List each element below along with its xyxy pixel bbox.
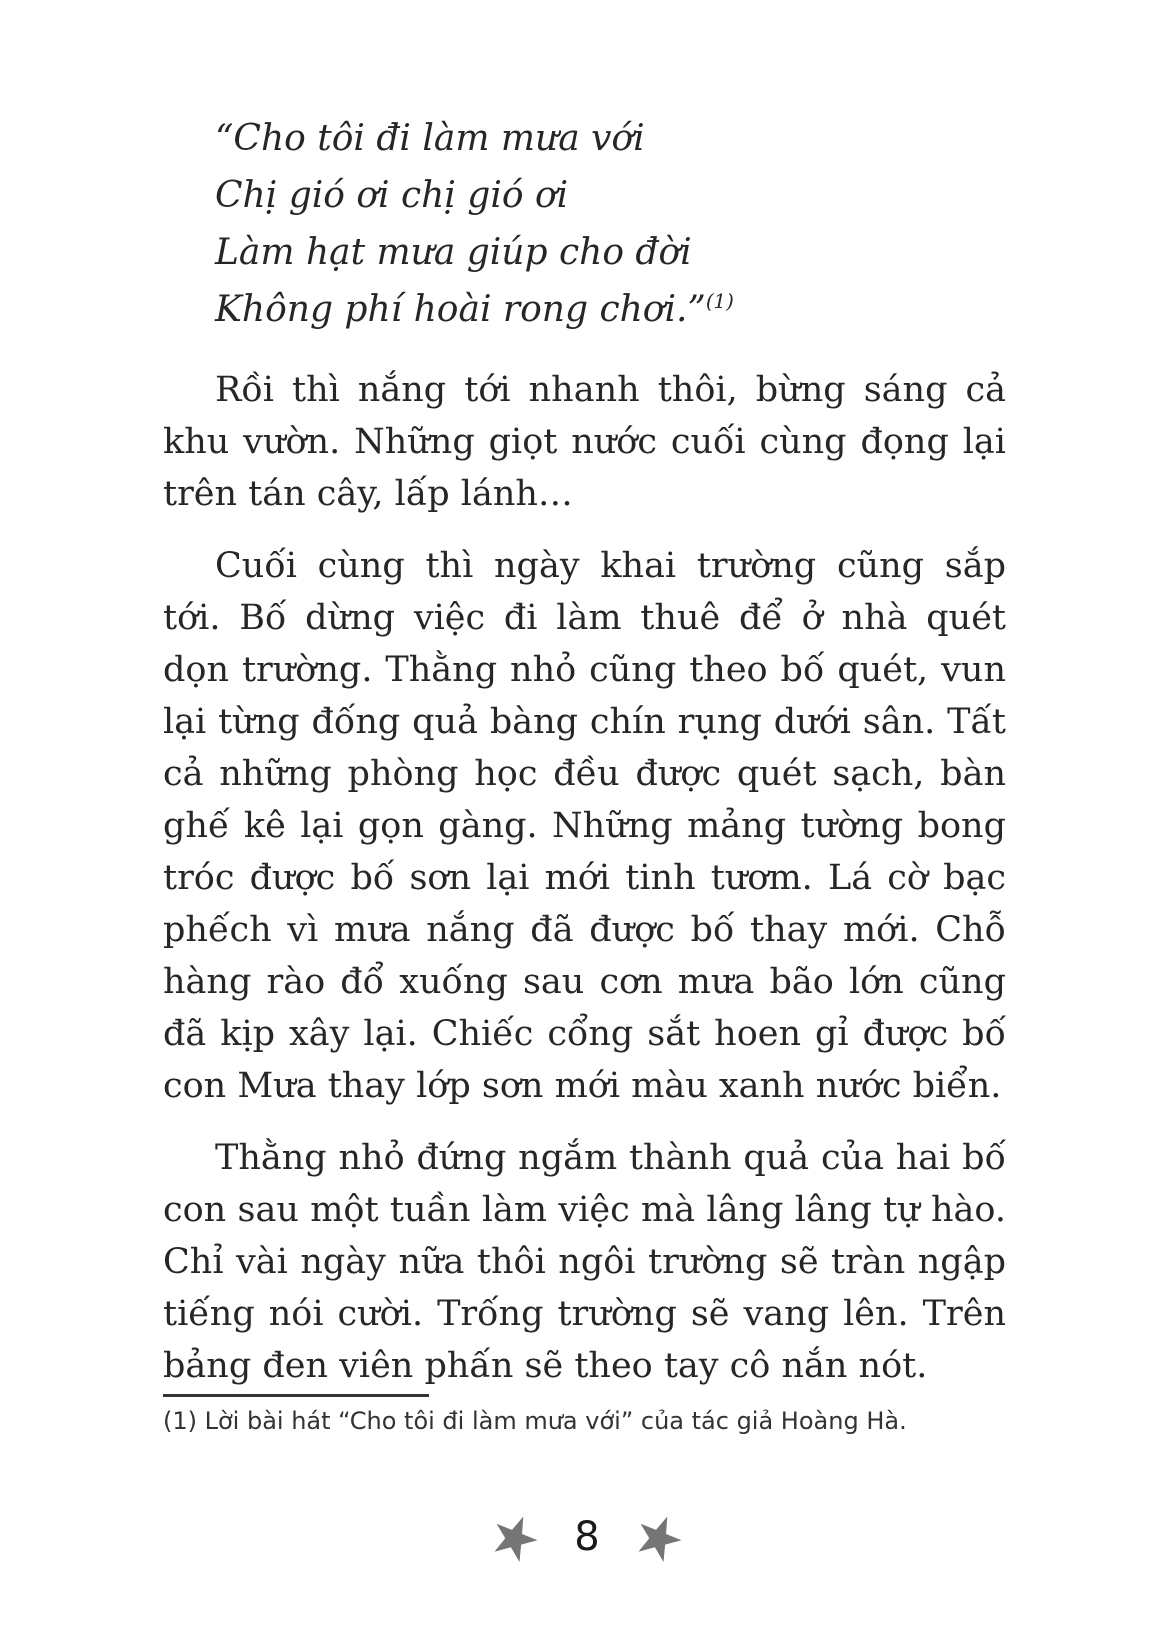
paragraph: Thằng nhỏ đứng ngắm thành quả của hai bố con sau một tuần làm việc mà lâng lâng tự hào. Chỉ vài ngày nữa thôi ngôi trường sẽ tràn ngập tiếng nói cười. Trống trường sẽ vang lên. Trên bảng đen viên phấn sẽ theo tay cô nắn nót. [163, 1138, 1006, 1386]
footnote-reference-marker: (1) [705, 290, 734, 313]
footnote-divider [163, 1394, 429, 1397]
poem-line [215, 167, 1006, 224]
footnote-text: (1) Lời bài hát “Cho tôi đi làm mưa với” của tác giả Hoàng Hà. [163, 1407, 907, 1435]
star-icon [485, 1507, 545, 1567]
poem-line [215, 110, 1006, 167]
page-content [163, 110, 1006, 1412]
poem-line-text: Chị gió ơi chị gió ơi [215, 175, 569, 216]
poem-line-text: Làm hạt mưa giúp cho đời [215, 232, 692, 273]
footnote [163, 1394, 1023, 1436]
paragraph: Cuối cùng thì ngày khai trường cũng sắp tới. Bố dừng việc đi làm thuê để ở nhà quét dọn trường. Thằng nhỏ cũng theo bố quét, vun lại từng đống quả bàng chín rụng dưới sân. Tất cả những phòng học đều được quét sạch, bàn ghế kê lại gọn gàng. Những mảng tường bong tróc được bố sơn lại mới tinh tươm. Lá cờ bạc phếch vì mưa nắng đã được bố thay mới. Chỗ hàng rào đổ xuống sau cơn mưa bão lớn cũng đã kịp xây lại. Chiếc cổng sắt hoen gỉ được bố con Mưa thay lớp sơn mới màu xanh nước biển. [163, 546, 1006, 1106]
poem-line [215, 224, 1006, 281]
star-shape [487, 1508, 544, 1565]
star-icon [629, 1507, 689, 1567]
poem-line-text: “Cho tôi đi làm mưa với [215, 118, 645, 159]
paragraph: Rồi thì nắng tới nhanh thôi, bừng sáng cả khu vườn. Những giọt nước cuối cùng đọng lại trên tán cây, lấp lánh… [163, 370, 1006, 514]
poem-line-text: Không phí hoài rong chơi.” [215, 289, 706, 330]
page-footer [0, 1514, 1174, 1560]
poem-line [215, 281, 1006, 338]
page-number: 8 [574, 1514, 600, 1560]
star-shape [630, 1508, 687, 1565]
poem-quote [215, 110, 1006, 338]
